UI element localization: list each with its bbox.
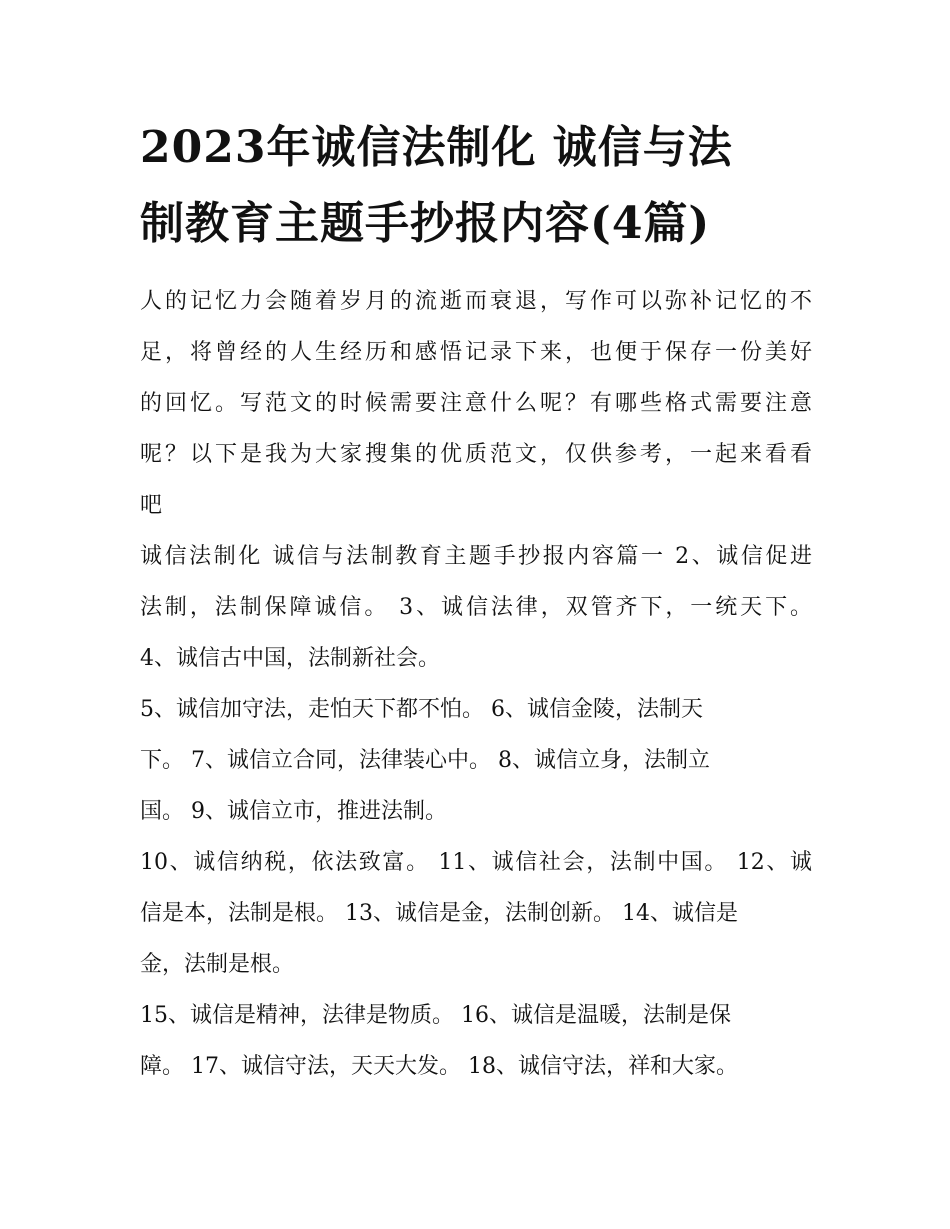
body-line: 足，将曾经的人生经历和感悟记录下来，也便于保存一份美好 (140, 340, 812, 365)
document-body (140, 276, 812, 1092)
body-line: 诚信法制化 诚信与法制教育主题手抄报内容篇一 2、诚信促进 (140, 544, 812, 569)
body-line: 国。 9、诚信立市，推进法制。 (140, 799, 447, 824)
body-line: 下。 7、诚信立合同，法律装心中。 8、诚信立身，法制立 (140, 748, 710, 773)
body-line: 10、诚信纳税，依法致富。 11、诚信社会，法制中国。 12、诚 (140, 850, 812, 875)
body-line: 的回忆。写范文的时候需要注意什么呢？有哪些格式需要注意 (140, 391, 812, 416)
body-line: 障。 17、诚信守法，天天大发。 18、诚信守法，祥和大家。 (140, 1054, 738, 1079)
body-line: 法制，法制保障诚信。 3、诚信法律，双管齐下，一统天下。 (140, 595, 812, 620)
document-title (140, 110, 812, 262)
document-page (140, 110, 812, 1092)
body-line: 15、诚信是精神，法律是物质。 16、诚信是温暖，法制是保 (140, 1003, 731, 1028)
body-line: 人的记忆力会随着岁月的流逝而衰退，写作可以弥补记忆的不 (140, 289, 812, 314)
body-line: 呢？以下是我为大家搜集的优质范文，仅供参考，一起来看看 (140, 442, 812, 467)
title-line-1: 2023年诚信法制化 诚信与法 (140, 122, 733, 173)
body-line: 信是本，法制是根。 13、诚信是金，法制创新。 14、诚信是 (140, 901, 738, 926)
body-line: 5、诚信加守法，走怕天下都不怕。 6、诚信金陵，法制天 (140, 697, 703, 722)
title-line-2: 制教育主题手抄报内容(4篇) (140, 198, 711, 249)
body-line: 吧 (140, 493, 163, 518)
body-line: 金，法制是根。 (140, 952, 295, 977)
body-line: 4、诚信古中国，法制新社会。 (140, 646, 440, 671)
